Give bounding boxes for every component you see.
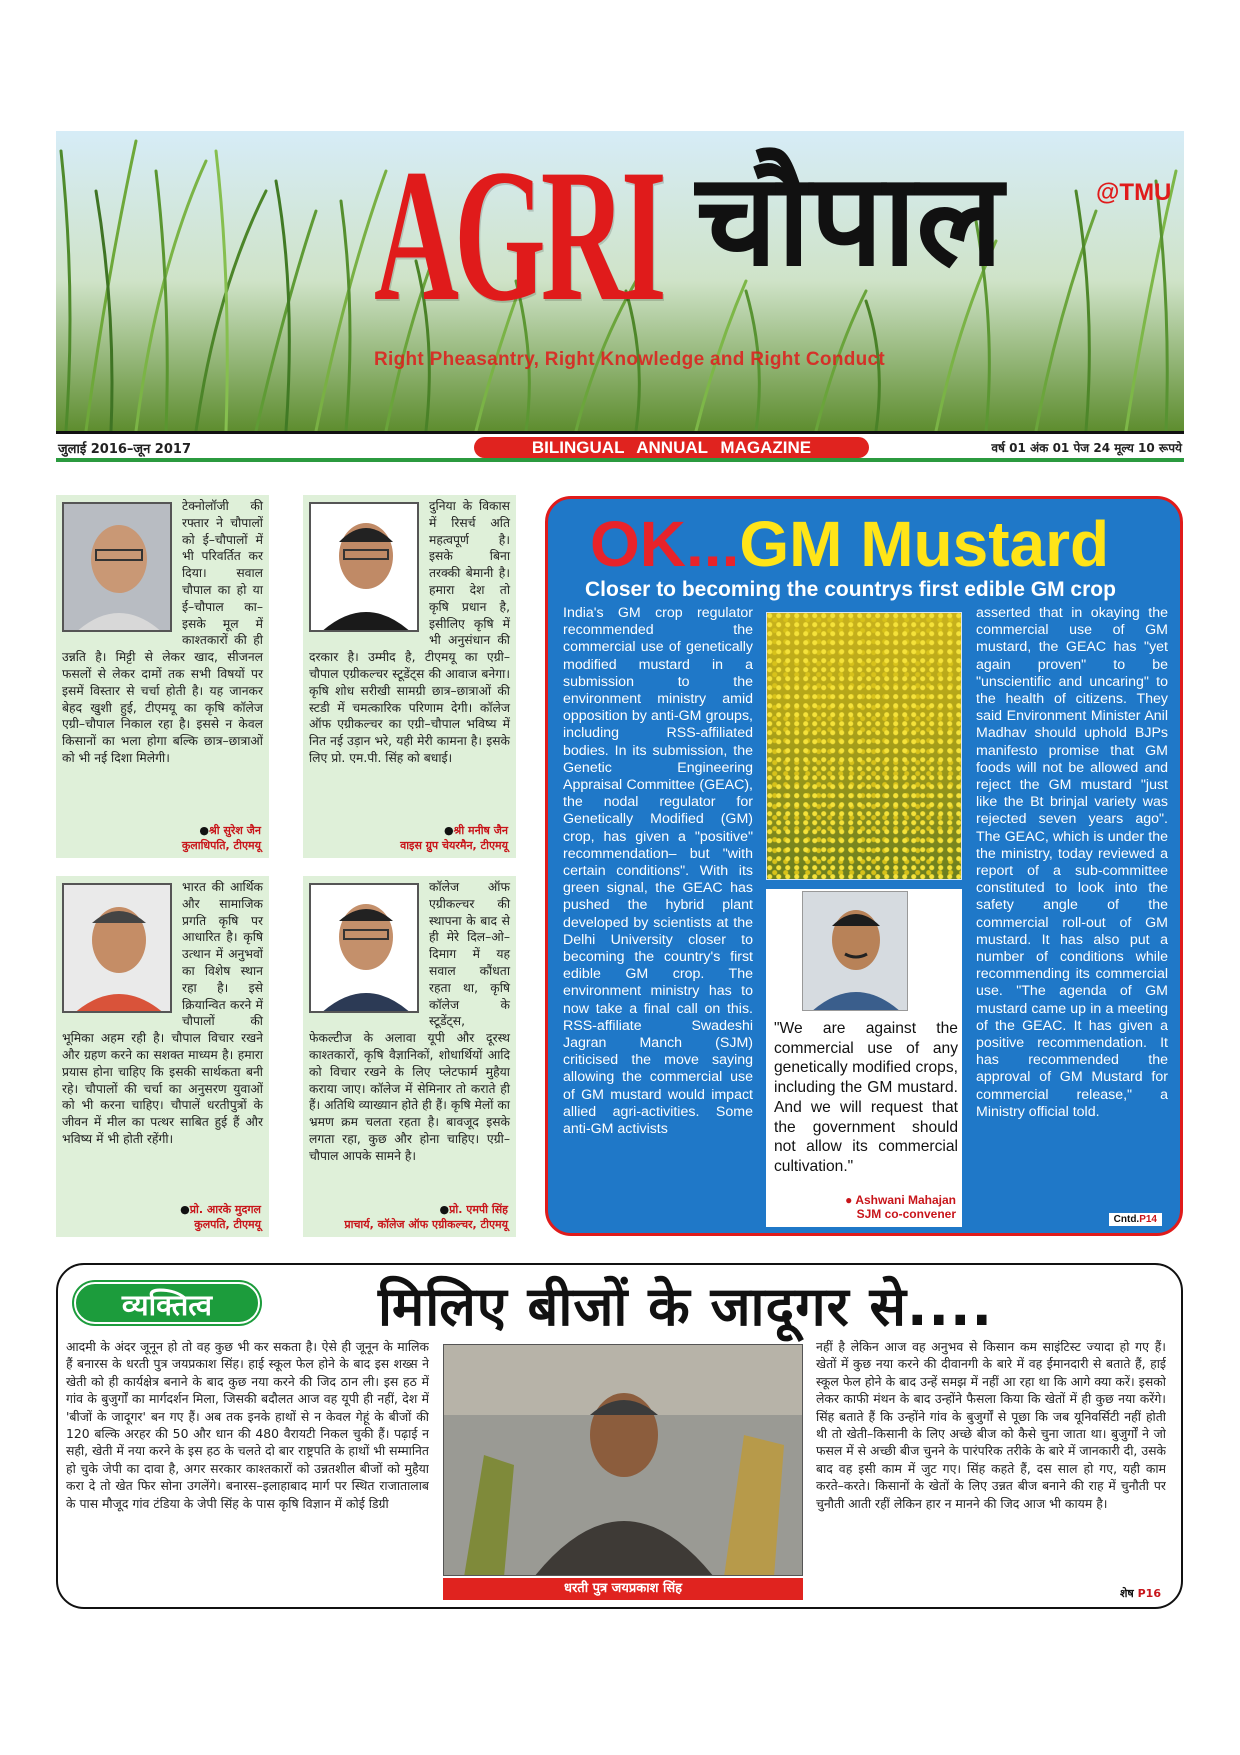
gm-title-ok: OK... bbox=[590, 508, 740, 580]
person-portrait-icon bbox=[803, 892, 908, 1011]
issue-details: वर्ष 01 अंक 01 पेज 24 मूल्य 10 रूपये bbox=[991, 441, 1182, 455]
message-signature: ●श्री सुरेश जैन कुलाधिपति, टीएमयू bbox=[181, 824, 261, 852]
quote-signature: ● Ashwani Mahajan SJM co-convener bbox=[845, 1193, 956, 1221]
signature-name: श्री सुरेश जैन bbox=[209, 824, 261, 837]
continued-on-page bbox=[1120, 1586, 1161, 1601]
gm-mustard-article bbox=[545, 496, 1183, 1236]
gm-column-right bbox=[976, 605, 1168, 1215]
message-text: कॉलेज ऑफ एग्रीकल्चर की स्थापना के बाद से ही मेरे दिल–ओ–दिमाग में यह सवाल कौंधता रहता था, कृषि कॉलेज के स्टूडेंट्स, फेकल्टीज के अलावा यूपी और दूरस्थ काश्तकारों, कृषि वैज्ञानिकों, शोधार्थियों आदि को विचार रखने के लिए प्लेटफार्म मुहैया कराया जाए। कॉलेज में सेमिनार तो कराते ही हैं। अतिथि व्याख्यान होते ही हैं। कृषि मेलों का भ्रमण क्रम चलता रहता है। बावजूद इसके लगता रहा, कुछ और होना चाहिए। एग्री–चौपाल आपके सामने है। bbox=[309, 880, 510, 1163]
continued-label: Cntd. bbox=[1113, 1214, 1140, 1225]
message-signature: ●प्रो. आरके मुदगल कुलपति, टीएमयू bbox=[180, 1203, 261, 1231]
message-text: दुनिया के विकास में रिसर्च अति महत्वपूर्ण है। इसके बिना तरक्की बेमानी है। हमारा देश तो कृषि प्रधान है, इसीलिए कृषि में भी अनुसंधान की दरकार है। उम्मीद है, टीएमयू का एग्री– चौपाल एग्रीकल्चर स्टूडेंट्स की आवाज बनेगा। कृषि शोध सरीखी सामग्री छात्र–छात्राओं की स्टडी में चमत्कारिक परिणाम देगी। कॉलेज ऑफ एग्रीकल्चर का एग्री–चौपाल भविष्य में नित नई उड़ान भरे, यही मेरी कामना है। इसके लिए प्रो. एम.पी. सिंह को बधाई। bbox=[309, 499, 510, 765]
signature-name: प्रो. आरके मुदगल bbox=[189, 1203, 261, 1216]
portrait-photo bbox=[309, 502, 419, 632]
photo-caption: धरती पुत्र जयप्रकाश सिंह bbox=[443, 1578, 803, 1600]
gm-column-left bbox=[563, 605, 753, 1235]
quote-author-title: SJM co-convener bbox=[856, 1207, 956, 1221]
person-portrait-icon bbox=[64, 885, 172, 1013]
person-portrait-icon bbox=[311, 504, 419, 632]
quote-box bbox=[766, 889, 962, 1227]
vyaktitva-feature bbox=[56, 1263, 1183, 1609]
signature-name: प्रो. एमपी सिंह bbox=[449, 1203, 508, 1216]
message-signature: ●श्री मनीष जैन वाइस ग्रुप चेयरमैन, टीएमयू bbox=[400, 824, 508, 852]
farmer-with-crop-photo bbox=[444, 1345, 803, 1576]
signature-name: श्री मनीष जैन bbox=[453, 824, 508, 837]
continued-label: शेष bbox=[1119, 1587, 1134, 1600]
message-signature: ●प्रो. एमपी सिंह प्राचार्य, कॉलेज ऑफ एग्रीकल्चर, टीएमयू bbox=[344, 1203, 508, 1231]
portrait-photo bbox=[309, 883, 419, 1013]
masthead-tagline: Right Pheasantry, Right Knowledge and Right Conduct bbox=[374, 349, 886, 370]
portrait-photo bbox=[62, 883, 172, 1013]
gm-title-main: GM Mustard bbox=[739, 508, 1110, 580]
gm-article-subtitle: Closer to becoming the countrys first edible GM crop bbox=[585, 578, 1116, 601]
quote-portrait-photo bbox=[802, 891, 908, 1011]
gm-column-right-text: asserted that in okaying the commercial use of GM mustard, the GEAC has "yet again proven" to be "unscientific and uncaring" to the health of citizens. They said Environment Minister Anil Madhav should uphold BJPs manifesto promise that GM foods will not be allowed and reject the GM mustard "just like the Bt brinjal variety was rejected seven years ago". The GEAC, which is under the the ministry, today reviewed a report of a sub-committee constituted to look into the safety angle of the commercial roll-out of GM mustard. It has also put a number of conditions while recommending its commercial use. "The agenda of GM mustard came up in a meeting of the GEAC. It has given a positive recommendation. It has recommended the approval of GM Mustard for commercial release," a Ministry official told. bbox=[976, 605, 1168, 1120]
feature-column-left-text: आदमी के अंदर जूनून हो तो वह कुछ भी कर सकता है। ऐसे ही जूनून के मालिक हैं बनारस के धरती पुत्र जयप्रकाश सिंह। हाई स्कूल फेल होने के बाद इस शख्स ने खेती को ही कार्यक्षेत्र बनाने के बाद कुछ नया करने की जिद ठान ली। इस हठ में गांव के बुजुर्गों का मार्गदर्शन मिला, जिसकी बदौलत आज वह यूपी ही नहीं, देश में 'बीजों के जादूगर' बन गए हैं। अब तक इनके हाथों से न केवल गेहूं के बीजों की 120 बल्कि अरहर की 50 और धान की 480 वैरायटी निकल चुकी हैं। पढ़ाई न सही, खेती में नया करने के इस हठ के चलते दो बार राष्ट्रपति के हाथों भी सम्मानित हो चुके जेपी का दावा है, अगर सरकार काश्तकारों को उन्नतशील बीजों को मुहैया करा दे तो खेत फिर सोना उगलेंगे। बनारस–इलाहाबाद मार्ग पर स्थित राजातालाब के पास मौजूद गांव टंडिया के जेपी सिंह के पास कृषि विज्ञान में कोई डिग्री bbox=[66, 1339, 429, 1511]
quote-author-name: Ashwani Mahajan bbox=[855, 1193, 956, 1207]
portrait-photo bbox=[62, 502, 172, 632]
message-box-4 bbox=[303, 876, 516, 1237]
continued-page-number: P14 bbox=[1139, 1214, 1157, 1225]
message-box-2 bbox=[303, 495, 516, 858]
section-tag: व्यक्तित्व bbox=[74, 1282, 260, 1324]
feature-column-right-text: नहीं है लेकिन आज वह अनुभव से किसान कम साइंटिस्ट ज्यादा हो गए हैं। खेतों में कुछ नया करने की दीवानगी के बारे में वह ईमानदारी से बताते हैं, हाई स्कूल फेल होने के बाद उन्हें समझ में नहीं आ रहा था कि आगे क्या करें। इसको लेकर काफी मंथन के बाद उन्होंने फैसला किया कि खेतों में ही कुछ नया करेंगे। सिंह बताते हैं कि उन्होंने गांव के बुजुर्गों से पूछा कि जब यूनिवर्सिटी नहीं होती थी तो खेती–किसानी के लिए अच्छे बीज को कैसे चुना जाता था। बुजुर्गों ने जो फसल में से अच्छी बीज चुनने के पारंपरिक तरीके के बारे में जानकारी दी, उसके बाद वह इसी काम में जुट गए। सिंह कहते हैं, दस साल हो गए, यही काम करते–करते। किसानों के खेतों के लिए उन्नत बीज बनाने की राह में चुनौती पर चुनौती आती रहीं लेकिन हार न मानने की जिद आज भी कायम है। bbox=[816, 1339, 1166, 1511]
feature-column-right bbox=[816, 1338, 1166, 1596]
message-box-1 bbox=[56, 495, 269, 858]
feature-column-left bbox=[66, 1338, 429, 1600]
issue-date: जुलाई 2016–जून 2017 bbox=[58, 442, 191, 457]
continued-on-page bbox=[1109, 1213, 1162, 1226]
magazine-type-banner: BILINGUAL ANNUAL MAGAZINE bbox=[474, 437, 869, 458]
continued-page-number: P16 bbox=[1137, 1587, 1161, 1600]
message-box-3 bbox=[56, 876, 269, 1237]
dateline-bar bbox=[56, 431, 1184, 462]
masthead-banner bbox=[56, 131, 1184, 431]
person-portrait-icon bbox=[64, 504, 172, 632]
message-text: भारत की आर्थिक और सामाजिक प्रगति कृषि पर आधारित है। कृषि उत्थान में अनुभवों का विशेष स्थान रहा है। इसे क्रियान्वित करने में चौपालों की भूमिका अहम रही है। चौपाल विचार रखने और ग्रहण करने का सशक्त माध्यम है। हमारा प्रयास होना चाहिए कि इसकी सार्थकता बनी रहे। चौपालों की चर्चा का अनुसरण युवाओं को भी करना चाहिए। चौपालें धरतीपुत्रों के जीवन में मील का पत्थर साबित हुई हैं और भविष्य में भी होती रहेंगी। bbox=[62, 880, 263, 1146]
farmer-photo bbox=[443, 1344, 803, 1576]
feature-headline: मिलिए बीजों के जादूगर से.... bbox=[378, 1275, 994, 1338]
signature-title: कुलपति, टीएमयू bbox=[194, 1218, 261, 1231]
brand-handle: @TMU bbox=[1096, 179, 1172, 206]
gm-article-title bbox=[590, 507, 1109, 581]
person-portrait-icon bbox=[311, 885, 419, 1013]
mustard-field-photo bbox=[766, 612, 962, 880]
message-text: टेक्नोलॉजी की रफ्तार ने चौपालों को ई–चौपालों में भी परिवर्तित कर दिया। सवाल चौपाल का हो या ई–चौपाल का– इसके मूल में काश्तकारों की ही उन्नति है। मिट्टी से लेकर खाद, सीजनल फसलों से लेकर दामों तक सभी विषयों पर इसमें विस्तार से चर्चा होती है। यह जानकर बेहद खुशी हुई, टीएमयू का कृषि कॉलेज एग्री–चौपाल निकाल रहा है। इससे न केवल किसानों का भला होगा बल्कि छात्र–छात्राओं को भी नई दिशा मिलेगी। bbox=[62, 499, 263, 765]
brand-chaupal: चौपाल bbox=[696, 146, 1004, 295]
signature-title: प्राचार्य, कॉलेज ऑफ एग्रीकल्चर, टीएमयू bbox=[344, 1218, 508, 1231]
gm-column-left-text: India's GM crop regulator recommended the commercial use of genetically modified mustard in a submission to the environment ministry amid opposition by anti-GM groups, including RSS-affiliated bodies. In its submission, the Genetic Engineering Appraisal Committee (GEAC), the nodal regulator for Genetically Modified (GM) crop, has given a "positive" recommendation– but "with certain conditions". With its green signal, the GEAC has pushed the hybrid plant developed by scientists at the Delhi University closer to becoming the country's first edible GM crop. The environment ministry has to now take a final call on this. RSS-affiliate Swadeshi Jagran Manch (SJM) criticised the move saying allowing the commercial use of GM mustard would impact allied agri-activities. Some anti-GM activists bbox=[563, 605, 753, 1138]
brand-agri: AGRI bbox=[374, 131, 662, 341]
quote-text: "We are against the commercial use of any genetically modified crops, including the GM mustard. And we will request that the government should not allow its commercial cultivation." bbox=[774, 1020, 958, 1175]
signature-title: वाइस ग्रुप चेयरमैन, टीएमयू bbox=[400, 839, 508, 852]
signature-title: कुलाधिपति, टीएमयू bbox=[181, 839, 261, 852]
